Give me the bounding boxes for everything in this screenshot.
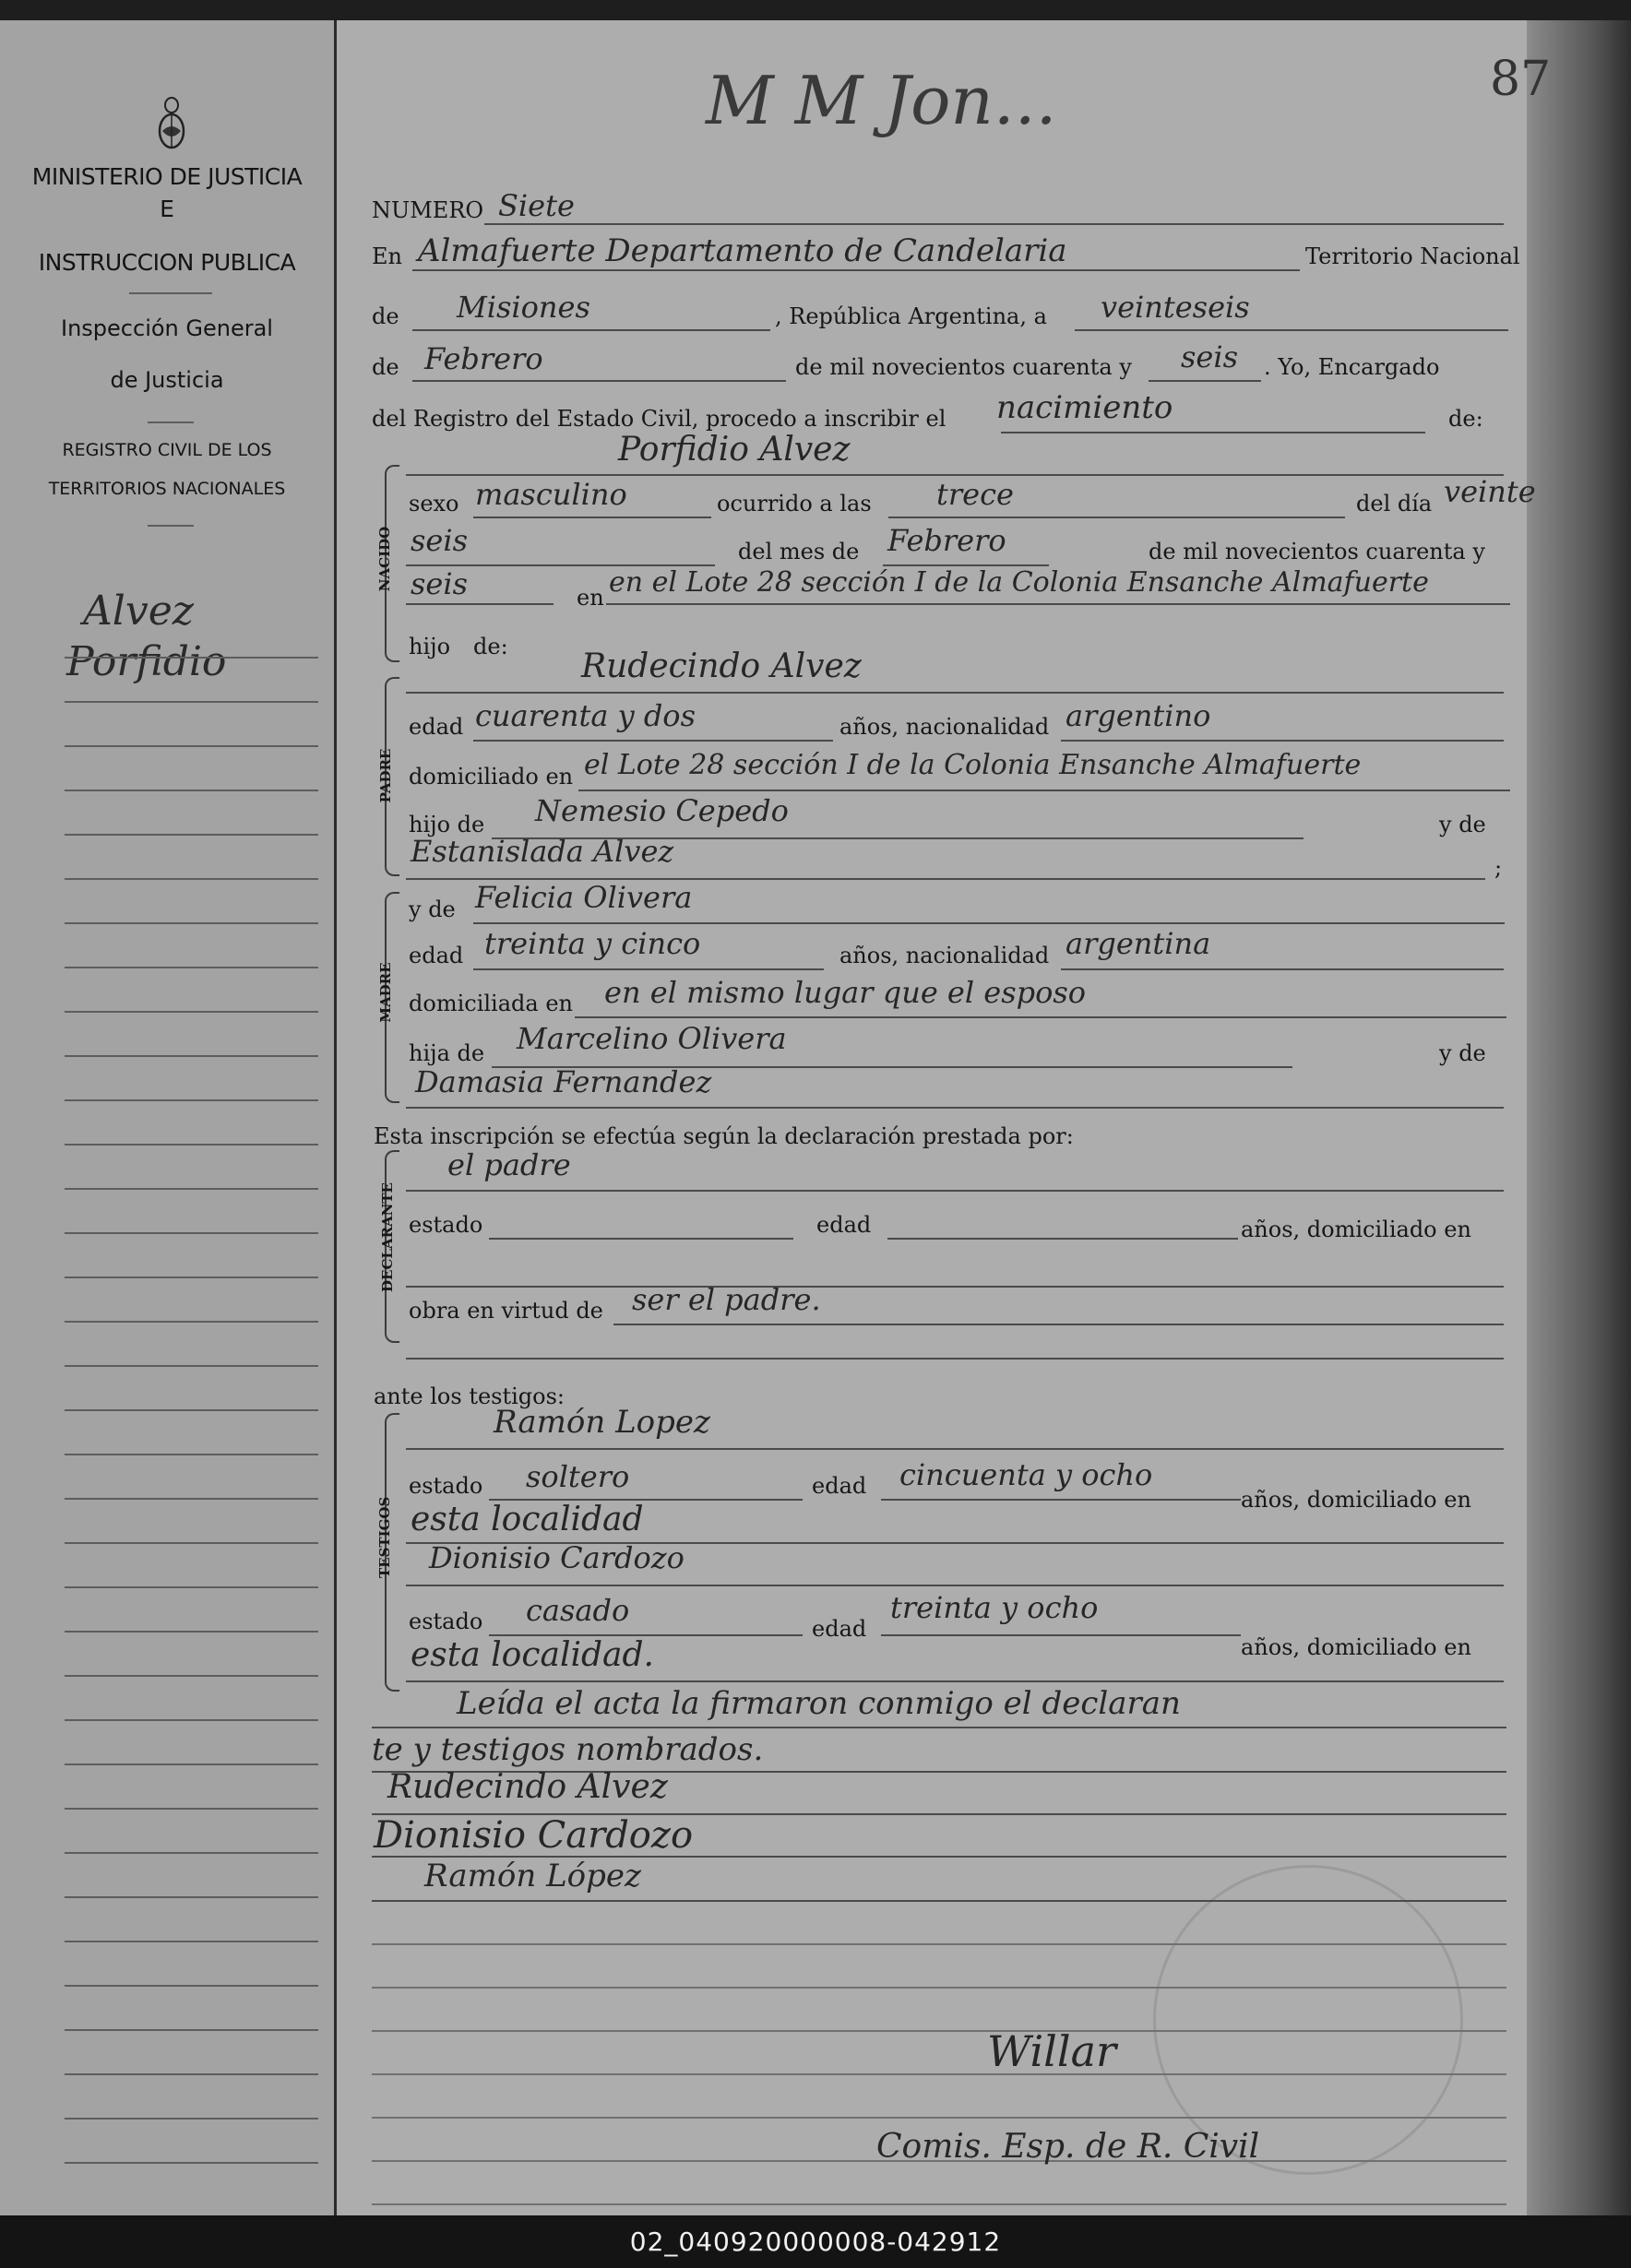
domiciliada-label: domiciliada en [409, 991, 573, 1016]
yo-label: . Yo, Encargado [1264, 354, 1440, 380]
margin-rule [65, 1542, 318, 1544]
dia-nac-value-b: seis [411, 523, 469, 558]
margin-rule [65, 2162, 318, 2164]
underline [1001, 432, 1425, 433]
underline [406, 1680, 1504, 1682]
testigos-section-label: TESTIGOS [376, 1496, 393, 1578]
testigo1-edad: cincuenta y ocho [899, 1457, 1153, 1492]
padre-madre: Estanislada Alvez [411, 834, 674, 869]
margin-rule [65, 2118, 318, 2120]
madre-madre: Damasia Fernandez [415, 1064, 712, 1099]
underline [473, 922, 1505, 924]
margin-surname: Alvez [83, 588, 194, 635]
republica-label: , República Argentina, a [775, 303, 1047, 329]
nombre-value: Porfidio Alvez [618, 431, 851, 469]
margin-rule [65, 1985, 318, 1987]
divider [148, 422, 194, 423]
underline [613, 1324, 1504, 1325]
underline [1149, 380, 1261, 382]
margin-rule [65, 878, 318, 880]
margin-rule [65, 745, 318, 747]
margin-rule [65, 1498, 318, 1500]
margin-rule [65, 1719, 318, 1721]
underline [406, 1107, 1504, 1109]
underline [412, 329, 770, 331]
margin-rule [65, 657, 318, 659]
blank-rule [372, 2030, 1506, 2032]
blank-rule [372, 1943, 1506, 1945]
underline [406, 474, 1504, 476]
underline [406, 1585, 1504, 1586]
padre-nac: argentino [1066, 698, 1211, 733]
testigo2-dom: esta localidad. [411, 1636, 654, 1674]
territorio-label: Territorio Nacional [1305, 243, 1520, 269]
blank-rule [372, 2073, 1506, 2075]
book-edge-shadow [1527, 20, 1631, 2215]
testigo2-edad: treinta y ocho [890, 1590, 1099, 1625]
margin-rule [65, 967, 318, 968]
padre-section-label: PADRE [377, 748, 394, 803]
padre-padre: Nemesio Cepedo [535, 793, 789, 828]
underline [406, 1448, 1504, 1450]
underline [881, 1634, 1241, 1636]
y-de-label: y de [1439, 812, 1486, 837]
ocurrido-label: ocurrido a las [717, 491, 872, 517]
margin-rule [65, 1011, 318, 1013]
underline [473, 517, 711, 518]
coat-of-arms-icon [153, 94, 190, 153]
nacido-section-label: NACIDO [376, 526, 393, 592]
margin-rule [65, 1675, 318, 1677]
margin-rule [65, 1321, 318, 1323]
margin-rule [65, 1852, 318, 1854]
hijo-de-label: hijo de [409, 812, 485, 837]
margin-rule [65, 1409, 318, 1411]
underline [412, 269, 1300, 271]
underline [372, 1727, 1506, 1728]
anio-nac-value: seis [411, 566, 469, 601]
margin-rule [65, 1763, 318, 1765]
estado-label-t1: estado [409, 1473, 483, 1499]
madre-padre: Marcelino Olivera [517, 1021, 787, 1056]
hora-value: trece [936, 477, 1014, 512]
underline [881, 1499, 1241, 1501]
en2-label: en [577, 585, 604, 611]
hijo-label: hijo [409, 634, 451, 659]
margin-rule [65, 922, 318, 924]
en-label: En [372, 243, 402, 269]
official-title: Comis. Esp. de R. Civil [876, 2128, 1260, 2166]
mes-de-label: de [372, 354, 399, 380]
margin-rule [65, 1188, 318, 1190]
registro-label: del Registro del Estado Civil, procedo a inscribir el [372, 406, 946, 432]
padre-dom: el Lote 28 sección I de la Colonia Ensanche Almafuerte [584, 749, 1362, 781]
anio-value: seis [1181, 339, 1239, 374]
underline [406, 1358, 1504, 1360]
underline [473, 968, 824, 970]
de-mil-label: de mil novecientos cuarenta y [1149, 539, 1485, 564]
testigo1-estado: soltero [526, 1459, 630, 1494]
underline [406, 1190, 1504, 1192]
de2-label: de: [1448, 406, 1483, 432]
testigo1-dom: esta localidad [411, 1501, 644, 1538]
lugar-nac-value: en el Lote 28 sección I de la Colonia Ensanche Almafuerte [609, 566, 1429, 599]
declarante-section-label: DECLARANTE [379, 1182, 396, 1292]
margin-rule [65, 1454, 318, 1455]
mes-value: Febrero [424, 341, 543, 376]
estado-label-t2: estado [409, 1609, 483, 1634]
numero-value: Siete [498, 188, 575, 223]
anios-dom-label: años, domiciliado en [1241, 1217, 1471, 1242]
y-de-label-madre: y de [1439, 1040, 1486, 1066]
ministry-line-3: INSTRUCCION PUBLICA [38, 249, 296, 276]
madre-nac: argentina [1066, 926, 1211, 961]
inspection-line-2: de Justicia [110, 367, 224, 393]
official-signature: Willar [987, 2026, 1117, 2076]
ministry-line-2: E [160, 196, 174, 222]
margin-rule [65, 834, 318, 836]
semicolon: ; [1494, 855, 1503, 881]
margin-rule [65, 1941, 318, 1942]
registry-line-1: REGISTRO CIVIL DE LOS [62, 440, 272, 460]
margin-rule [65, 1144, 318, 1146]
margin-rule [65, 1365, 318, 1367]
sexo-value: masculino [475, 477, 627, 512]
underline [406, 692, 1504, 694]
underline [412, 380, 786, 382]
registry-line-2: TERRITORIOS NACIONALES [48, 479, 286, 499]
underline [1061, 968, 1504, 970]
divider [148, 525, 194, 527]
del-mes-label: del mes de [738, 539, 860, 564]
birth-record-form [337, 20, 1552, 2215]
estado-label: estado [409, 1212, 483, 1238]
anios-dom-label-t2: años, domiciliado en [1241, 1634, 1471, 1660]
mil-label: de mil novecientos cuarenta y [795, 354, 1132, 380]
dia-value: veinteseis [1101, 290, 1250, 325]
madre-section-label: MADRE [377, 962, 394, 1023]
margin-rule [65, 1276, 318, 1278]
left-margin-panel [0, 20, 337, 2215]
madre-edad: treinta y cinco [484, 926, 701, 961]
numero-label: NUMERO [372, 197, 484, 223]
underline [372, 1900, 1506, 1902]
edad-label-t2: edad [812, 1616, 867, 1642]
ministry-line-1: MINISTERIO DE JUSTICIA [31, 163, 303, 190]
blank-rule [372, 1987, 1506, 1989]
inspection-line-1: Inspección General [61, 315, 273, 341]
anios-nac-label-madre: años, nacionalidad [839, 943, 1050, 968]
obra-label: obra en virtud de [409, 1298, 603, 1324]
madre-dom: en el mismo lugar que el esposo [604, 975, 1087, 1010]
edad-label-t1: edad [812, 1473, 867, 1499]
leida-line-2: te y testigos nombrados. [372, 1731, 764, 1768]
de-label: de [372, 303, 399, 329]
edad-decl-label: edad [816, 1212, 872, 1238]
padre-nombre: Rudecindo Alvez [581, 647, 862, 685]
margin-rule [65, 1232, 318, 1234]
domiciliado-label: domiciliado en [409, 764, 574, 790]
anios-dom-label-t1: años, domiciliado en [1241, 1487, 1471, 1513]
underline [578, 790, 1510, 791]
acto-value: nacimiento [996, 389, 1173, 426]
page-number: 87 [1490, 52, 1552, 107]
underline [484, 223, 1504, 225]
testigos-label: ante los testigos: [374, 1383, 565, 1409]
madre-nombre: Felicia Olivera [475, 880, 693, 915]
margin-rule [65, 1586, 318, 1588]
underline [1075, 329, 1508, 331]
anios-nac-label: años, nacionalidad [839, 714, 1050, 740]
signature-witness-1: Ramón López [424, 1858, 641, 1894]
underline [606, 603, 1510, 605]
sexo-label: sexo [409, 491, 459, 517]
obra-value: ser el padre. [632, 1282, 821, 1317]
underline [887, 1238, 1238, 1240]
blank-rule [372, 2117, 1506, 2119]
testigo1-nombre: Ramón Lopez [494, 1404, 710, 1441]
signature-father: Rudecindo Alvez [387, 1768, 668, 1806]
blank-rule [372, 2203, 1506, 2205]
underline [473, 740, 833, 742]
testigo2-estado: casado [526, 1593, 630, 1628]
margin-rule [65, 2029, 318, 2031]
margin-given-name: Porfidio [66, 638, 227, 685]
underline [888, 517, 1345, 518]
padre-edad: cuarenta y dos [475, 698, 696, 733]
edad-label-madre: edad [409, 943, 464, 968]
hija-de-label: hija de [409, 1040, 485, 1066]
mes-nac-value: Febrero [887, 523, 1006, 558]
provincia-value: Misiones [457, 290, 590, 325]
del-dia-label: del día [1356, 491, 1433, 517]
margin-rule [65, 790, 318, 791]
margin-rule [65, 1896, 318, 1898]
edad-label: edad [409, 714, 464, 740]
underline [406, 603, 554, 605]
signature-witness-2: Dionisio Cardozo [374, 1814, 694, 1857]
underline [575, 1016, 1506, 1018]
margin-rule [65, 1055, 318, 1057]
y-de-madre-label: y de [409, 897, 456, 922]
underline [489, 1238, 793, 1240]
underline [1061, 740, 1504, 742]
margin-rule [65, 2073, 318, 2075]
testigo2-nombre: Dionisio Cardozo [429, 1540, 685, 1575]
en-value: Almafuerte Departamento de Candelaria [418, 232, 1067, 269]
leida-line-1: Leída el acta la firmaron conmigo el declaran [457, 1685, 1181, 1722]
margin-rule [65, 1808, 318, 1810]
margin-rule [65, 701, 318, 703]
underline [406, 1286, 1504, 1288]
margin-rule [65, 1631, 318, 1633]
top-scrawl: M M Jon... [706, 62, 1057, 139]
divider [129, 292, 212, 294]
margin-rule [65, 1099, 318, 1101]
scan-id-footer: 02_040920000008-042912 [0, 2215, 1631, 2268]
inscripcion-label: Esta inscripción se efectúa según la declaración prestada por: [374, 1123, 1074, 1149]
dia-nac-value-a: veinte [1444, 474, 1536, 509]
hijo-suffix: de: [473, 634, 508, 659]
declarante-value: el padre [447, 1147, 571, 1182]
